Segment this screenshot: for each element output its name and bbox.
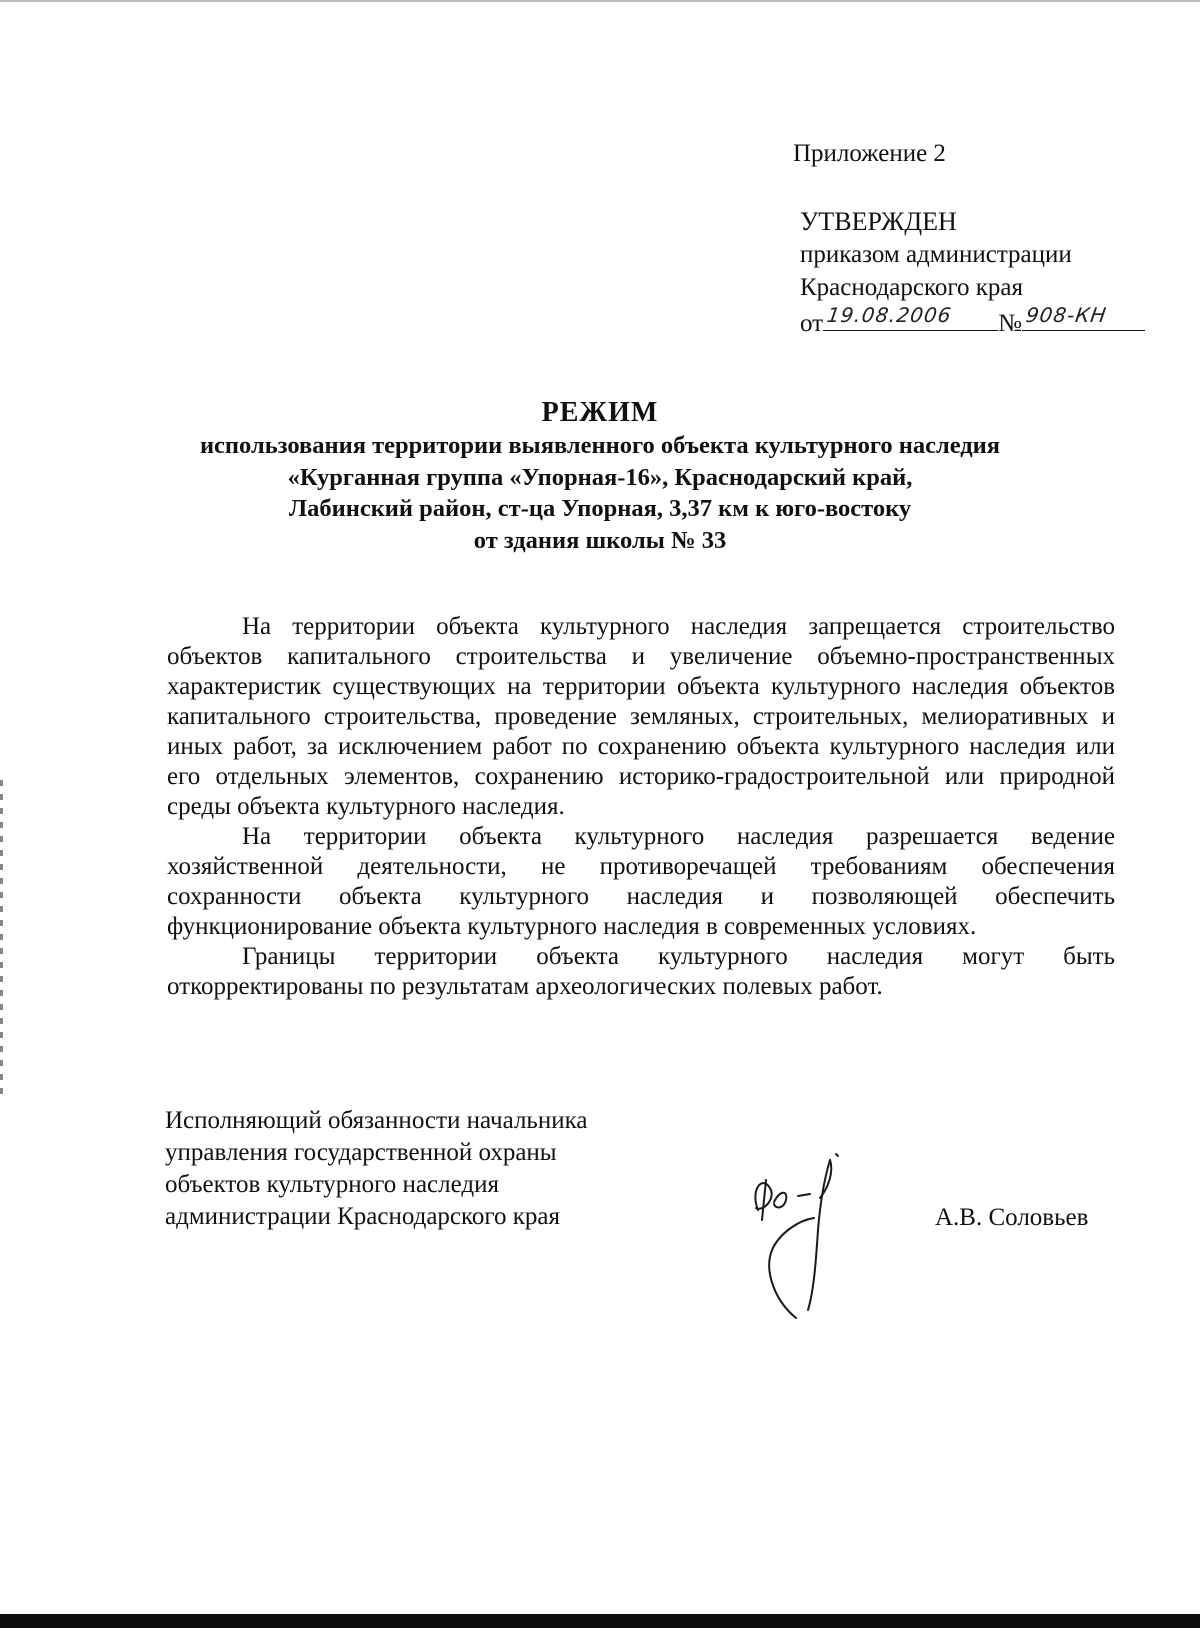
- approval-line-1: приказом администрации: [800, 241, 1072, 268]
- order-number-field: [1022, 304, 1145, 331]
- signer-name: А.В. Соловьев: [935, 1204, 1089, 1231]
- scan-edge-bottom: [0, 1614, 1200, 1628]
- scan-edge-top: [0, 0, 1200, 2]
- scan-edge-left: [0, 780, 3, 1100]
- body-paragraph-3: Границы территории объекта культурного наследия могут быть откорректированы по результатам археологических полевых работ.: [167, 943, 1115, 1000]
- signer-position-line-2: управления государственной охраны: [165, 1139, 557, 1166]
- order-from-label: от: [800, 310, 824, 337]
- signer-position: [165, 1105, 587, 1233]
- signer-position-line-3: объектов культурного наследия: [165, 1171, 499, 1198]
- title-sub-line-2: «Курганная группа «Упорная-16», Краснодарский край,: [287, 463, 913, 491]
- document-body: [167, 612, 1115, 1002]
- order-date-field: [823, 304, 998, 331]
- approval-block: [800, 205, 1145, 340]
- title-sub-line-1: использования территории выявленного объекта культурного наследия: [199, 432, 1001, 459]
- annex-label: Приложение 2: [793, 140, 946, 167]
- title-sub-line-4: от здания школы № 33: [473, 526, 727, 554]
- handwritten-signature: [740, 1150, 880, 1320]
- body-paragraph-2: На территории объекта культурного наследия разрешается ведение хозяйственной деятельности, не противоречащей требованиям обеспечения сохранности объекта культурного наследия и позволяющей обеспечить функционирование объекта культурного наследия в современных условиях.: [167, 823, 1115, 940]
- order-date-handwritten: 19.08.2006: [825, 303, 954, 327]
- body-paragraph-1: На территории объекта культурного наследия запрещается строительство объектов капитального строительства и увеличение объемно-пространственных характеристик существующих на территории объекта культурного наследия объектов капитального строительства, проведение земляных, строительных, мелиоративных и иных работ, за исключением работ по сохранению объекта культурного наследия или его отдельных элементов, сохранению историко-градостроительной или природной среды объекта культурного наследия.: [167, 613, 1115, 820]
- document-title: [150, 396, 1050, 556]
- signer-position-line-1: Исполняющий обязанности начальника: [165, 1107, 588, 1134]
- title-main: РЕЖИМ: [541, 397, 659, 428]
- order-number-label: №: [998, 310, 1022, 337]
- order-line: [800, 304, 1145, 340]
- signer-position-line-4: администрации Краснодарского края: [165, 1203, 561, 1230]
- approval-line-2: Краснодарского края: [800, 274, 1023, 301]
- order-number-handwritten: 908-КН: [1024, 303, 1109, 327]
- approval-heading: УТВЕРЖДЕН: [800, 207, 957, 236]
- title-sub-line-3: Лабинский район, ст-ца Упорная, 3,37 км к юго-востоку: [288, 495, 912, 522]
